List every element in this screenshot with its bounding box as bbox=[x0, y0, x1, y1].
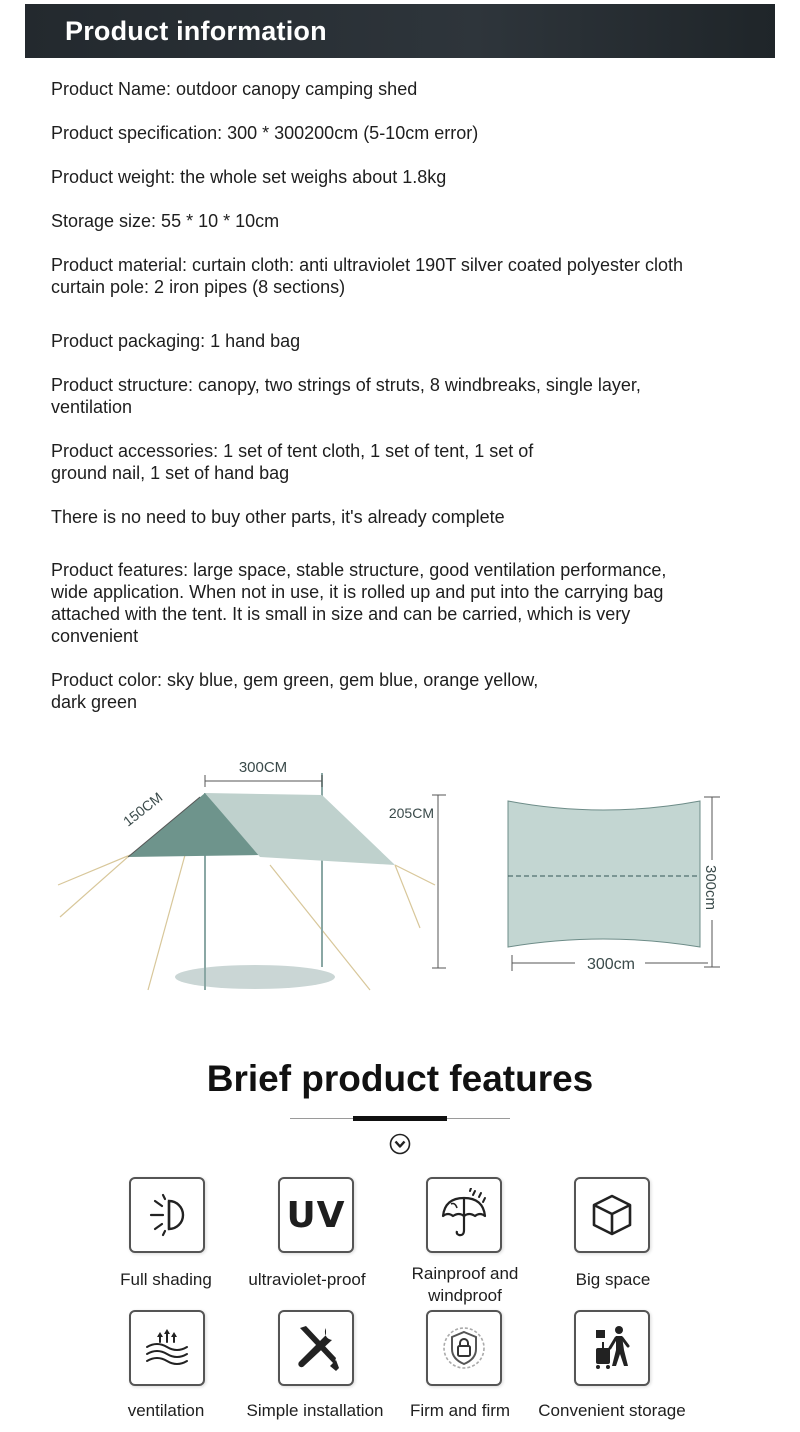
material-line-1: Product material: curtain cloth: anti ultraviolet 190T silver coated polyester cloth bbox=[51, 255, 683, 275]
feature-uv-proof bbox=[278, 1177, 354, 1253]
sun-shade-icon bbox=[143, 1191, 191, 1239]
product-features bbox=[51, 559, 771, 647]
lock-shield-icon bbox=[438, 1322, 490, 1374]
product-weight: Product weight: the whole set weighs about 1.8kg bbox=[51, 167, 447, 187]
flat-width-label: 300cm bbox=[586, 956, 636, 973]
feature-convenient-storage bbox=[574, 1310, 650, 1386]
traveler-luggage-icon bbox=[586, 1322, 638, 1374]
structure-line-2: ventilation bbox=[51, 397, 133, 417]
feature-firm bbox=[426, 1310, 502, 1386]
product-packaging: Product packaging: 1 hand bag bbox=[51, 331, 301, 351]
rainproof-label-line-2: windproof bbox=[428, 1286, 502, 1305]
product-name: Product Name: outdoor canopy camping shed bbox=[51, 79, 418, 99]
feature-label-ventilation: ventilation bbox=[127, 1401, 205, 1420]
features-line-2: wide application. When not in use, it is rolled up and put into the carrying bag bbox=[51, 582, 664, 602]
product-color bbox=[51, 669, 771, 713]
features-line-3: attached with the tent. It is small in size and can be carried, which is very bbox=[51, 604, 631, 624]
tools-icon bbox=[290, 1322, 342, 1374]
product-structure bbox=[51, 374, 771, 418]
ground-shadow bbox=[175, 965, 335, 989]
airflow-icon bbox=[142, 1323, 192, 1373]
flat-canopy bbox=[508, 801, 700, 947]
feature-label-uv-proof: ultraviolet-proof bbox=[248, 1270, 366, 1289]
title-divider-bar bbox=[353, 1116, 447, 1121]
product-specification: Product specification: 300 * 300200cm (5-10cm error) bbox=[51, 123, 479, 143]
features-line-4: convenient bbox=[51, 626, 139, 646]
cube-icon bbox=[588, 1191, 636, 1239]
chevron-down-icon bbox=[389, 1133, 411, 1155]
height-label: 205CM bbox=[388, 805, 434, 821]
accessories-line-1: Product accessories: 1 set of tent cloth, 1 set of tent, 1 set of bbox=[51, 441, 534, 461]
width-label: 300CM bbox=[238, 759, 288, 776]
product-material bbox=[51, 254, 771, 298]
feature-label-firm: Firm and firm bbox=[409, 1401, 511, 1420]
feature-rainproof bbox=[426, 1177, 502, 1253]
material-line-2: curtain pole: 2 iron pipes (8 sections) bbox=[51, 277, 346, 297]
canopy-dimension-diagram bbox=[50, 745, 750, 1005]
umbrella-rain-icon bbox=[437, 1188, 491, 1242]
feature-label-simple-installation: Simple installation bbox=[246, 1401, 384, 1420]
features-title: Brief product features bbox=[206, 1058, 594, 1099]
rainproof-label-line-1: Rainproof and bbox=[411, 1264, 519, 1283]
feature-label-big-space: Big space bbox=[575, 1270, 651, 1289]
uv-icon: UV bbox=[286, 1194, 346, 1236]
section-title: Product information bbox=[65, 16, 327, 46]
structure-line-1: Product structure: canopy, two strings of struts, 8 windbreaks, single layer, bbox=[51, 375, 641, 395]
product-accessories bbox=[51, 440, 771, 484]
flat-height-label: 300cm bbox=[702, 865, 719, 911]
section-header bbox=[25, 4, 775, 58]
feature-label-convenient-storage: Convenient storage bbox=[538, 1401, 686, 1420]
depth-label: 150CM bbox=[119, 788, 166, 830]
feature-big-space bbox=[574, 1177, 650, 1253]
complete-note: There is no need to buy other parts, it's already complete bbox=[51, 507, 505, 527]
feature-label-full-shading: Full shading bbox=[120, 1270, 212, 1289]
color-line-2: dark green bbox=[51, 692, 138, 712]
color-line-1: Product color: sky blue, gem green, gem blue, orange yellow, bbox=[51, 670, 539, 690]
feature-full-shading bbox=[129, 1177, 205, 1253]
feature-label-rainproof bbox=[380, 1263, 550, 1307]
feature-ventilation bbox=[129, 1310, 205, 1386]
storage-size: Storage size: 55 * 10 * 10cm bbox=[51, 211, 280, 231]
accessories-line-2: ground nail, 1 set of hand bag bbox=[51, 463, 290, 483]
features-line-1: Product features: large space, stable structure, good ventilation performance, bbox=[51, 560, 667, 580]
feature-simple-installation bbox=[278, 1310, 354, 1386]
